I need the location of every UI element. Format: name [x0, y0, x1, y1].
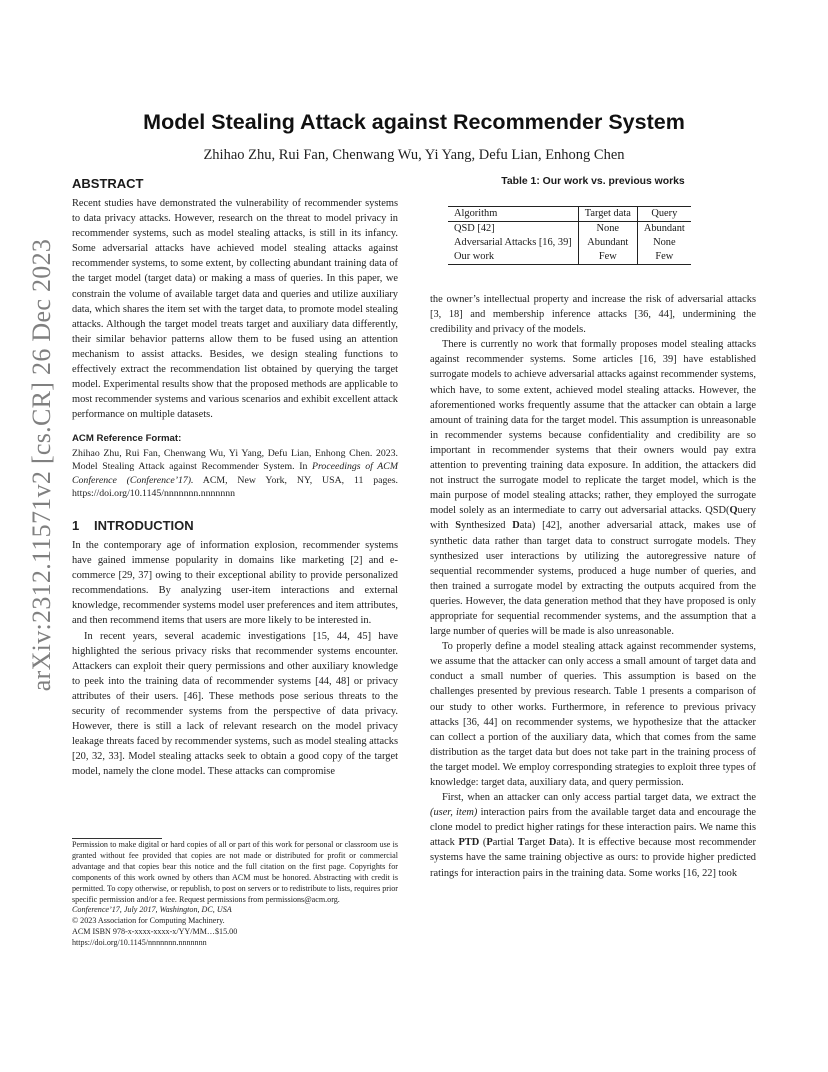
p4-ata: ata). It is effective because most recommender systems have the same training objective as ours: to provide higher predicted ratings for interaction pairs in the training data. Some works [16, 22] took [430, 837, 756, 879]
permission-footnote [72, 840, 398, 949]
right-column [430, 292, 756, 881]
abstract-text: Recent studies have demonstrated the vulnerability of recommender systems to data privacy attacks. However, research on the threat to model privacy in recommender systems, such as model stealing attacks, is still in its infancy. Some adversarial attacks have achieved model stealing attacks against recommender systems, to some extent, by collecting abundant training data of the target model (target data) or making a mass of queries. In this paper, we constrain the volume of available target data and queries and utilize auxiliary data, which shares the item set with the target data, to promote model stealing attacks. Although the target model treats target and auxiliary data differently, their similar behavior patterns allow them to be fused using an attention mechanism to assist attacks. Besides, we design stealing functions to effectively extract the recommendation list obtained by querying the target model. Experimental results show that the proposed methods are applicable to most recommender systems and various scenarios and exhibit excellent attack performance on multiple datasets. [72, 198, 398, 421]
isbn-line: ACM ISBN 978-x-xxxx-xxxx-x/YY/MM…$15.00 [72, 927, 238, 937]
left-column [72, 196, 398, 779]
p4-artial: artial [492, 837, 518, 849]
qsd-d: D [512, 520, 520, 532]
qsd-q: Q [729, 505, 738, 517]
intro-title: INTRODUCTION [94, 517, 194, 533]
table-row [448, 222, 691, 237]
intro-paragraph-1: In the contemporary age of information explosion, recommender systems have gained immense popularity in domains like marketing [2] and e-commerce [29, 37] owing to their exceptional ability to provide personalized recommendations. By analyzing user-item interactions and external knowledge, recommender systems model user preferences and item attributes, and then recommend items that users are more likely to be interested in. [72, 539, 398, 627]
doi-line: https://doi.org/10.1145/nnnnnnn.nnnnnnn [72, 938, 207, 948]
abstract-heading: ABSTRACT [72, 176, 144, 191]
table-cell: None [637, 236, 690, 250]
comparison-table [448, 206, 691, 265]
table-cell: Abundant [578, 236, 637, 250]
conference-info: Conference’17, July 2017, Washington, DC, USA [72, 905, 232, 915]
table-cell: Few [578, 250, 637, 265]
paper-authors: Zhihao Zhu, Rui Fan, Chenwang Wu, Yi Yang, Defu Lian, Enhong Chen [203, 147, 625, 163]
copyright-line: © 2023 Association for Computing Machinery. [72, 916, 225, 926]
acm-reference-heading: ACM Reference Format: [72, 433, 182, 445]
p4-b: interaction pairs from the available target data and encourage the clone model to predict higher ratings for these interaction pairs. We name this attack [430, 807, 757, 849]
p4-pair: (user, item) [430, 807, 478, 819]
right-paragraph-2 [430, 337, 756, 639]
right-paragraph-4 [430, 790, 756, 881]
p4-ptd: PTD [458, 837, 480, 849]
qsd-s: S [455, 520, 462, 532]
p2-text: There is currently no work that formally proposes model stealing attacks against recommender systems. Some articles [16, 39] have established surrogate models to achieve adversarial attacks against recommender systems, which have, to some extent, achieved model stealing attacks. However, the aforementioned works frequently assume that the attacker can obtain a large amount of training data for the target model. This assumption is unreasonable in recommender systems because confidentiality and credibility are so important in recommender systems that their owners would pay extra attention to preventing training data exposure. In addition, the attackers did not instruct the surrogate model to replicate the target model, which is the main purpose of model stealing attacks; rather, they employed the surrogate model solely as an intermediate to carry out adversarial attacks. [430, 339, 756, 517]
intro-heading [72, 518, 398, 533]
p4-c: ( [479, 837, 487, 849]
p4-d: D [548, 837, 557, 849]
table-header-row [448, 207, 691, 222]
paper-title: Model Stealing Attack against Recommender System [143, 110, 685, 134]
table-row [448, 250, 691, 265]
table-cell: None [578, 222, 637, 237]
table-row [448, 236, 691, 250]
intro-number: 1 [72, 517, 80, 533]
table-cell: QSD [42] [454, 223, 495, 234]
qsd-mid2: ynthesized [461, 520, 513, 532]
table-caption: Table 1: Our work vs. previous works [501, 176, 685, 187]
table-header: Algorithm [454, 208, 498, 219]
arxiv-sidebar [22, 238, 62, 692]
table-cell: Adversarial Attacks [16, 39] [454, 237, 572, 248]
table-cell: Our work [454, 251, 495, 262]
p4-t: T [517, 837, 525, 849]
acm-reference [72, 447, 398, 501]
table-header: Target data [578, 207, 637, 222]
table-cell: Abundant [637, 222, 690, 237]
permission-text: Permission to make digital or hard copies of all or part of this work for personal or classroom use is granted without fee provided that copies are not made or distributed for profit or commercial advantage and that copies bear this notice and the full citation on the first page. Copyrights for components of this work owned by others than ACM must be honored. Abstracting with credit is permitted. To copy otherwise, or republish, to post on servers or to redistribute to lists, requires prior specific permission and/or a fee. Request permissions from permissions@acm.org. [72, 840, 398, 904]
p4-p: P [486, 837, 493, 849]
acm-reference-line1: Zhihao Zhu, Rui Fan, Chenwang Wu, Yi Yang, Defu Lian, Enhong Chen. 2023. Model Stealing Attack against Recommender System. In [72, 447, 398, 473]
acm-reference-venue: Proceedings of ACM Conference (Conference’17). [72, 461, 398, 486]
arxiv-identifier: arXiv:2312.11571v2 [cs.CR] 26 Dec 2023 [27, 238, 56, 692]
p2-rest: another adversarial attack, makes use of synthetic data rather than target data to construct surrogate models. They synthesized user interactions by utilizing the autoregressive nature of sequential recommender systems, produced a huge number of queries, and then trained a surrogate model by extracting the outputs acquired from the queries. However, the data generation method that they have proposed is only appropriate for sequential recommender systems, and the assumption that a large number of queries will be made is also unreasonable. [430, 520, 756, 638]
right-paragraph-1: the owner’s intellectual property and increase the risk of adversarial attacks [3, 18] and membership inference attacks [36, 44], undermining the credibility and privacy of the models. [430, 294, 756, 336]
table-header: Query [637, 207, 690, 222]
qsd-pre: QSD( [705, 505, 730, 517]
qsd-mid1: uery with [430, 505, 756, 532]
qsd-post: ata) [42], [519, 520, 563, 532]
intro-paragraph-2: In recent years, several academic investigations [15, 44, 45] have highlighted the serious privacy risks that recommender systems encounter. Attackers can exploit their query permissions and other auxiliary knowledge to peek into the training data of recommender systems [44, 48] or privacy attributes of their users. [46]. These methods pose serious threats to the security of recommender systems from the perspective of data privacy. However, there is still a lack of relevant research on the model privacy leakage threats faced by recommender systems, such as model stealing attacks [20, 32, 33]. Model stealing attacks seek to obtain a good copy of the target model, namely the clone model. These attacks can compromise [72, 630, 398, 778]
table-cell: Few [637, 250, 690, 265]
p4-arget: arget [524, 837, 549, 849]
footnote-divider [72, 838, 162, 839]
right-paragraph-3: To properly define a model stealing attack against recommender systems, we assume that the attacker can only access a small amount of target data and conduct a small number of queries. This assumption is based on the challenges presented by previous research. Table 1 presents a comparison of our study to other works. Furthermore, in reference to previous privacy attacks [36, 44] on recommender systems, we hypothesize that the attacker can collect a portion of the auxiliary data, which that comes from the same distribution as the target data but does not take part in the training process of the target model. We employ corresponding strategies to exploit three types of knowledge: target data, auxiliary data, and query permission. [430, 641, 756, 788]
p4-a: First, when an attacker can only access partial target data, we extract the [442, 792, 756, 804]
acm-reference-line2: ACM, New York, NY, USA, 11 pages. https://doi.org/10.1145/nnnnnnn.nnnnnnn [72, 474, 398, 500]
